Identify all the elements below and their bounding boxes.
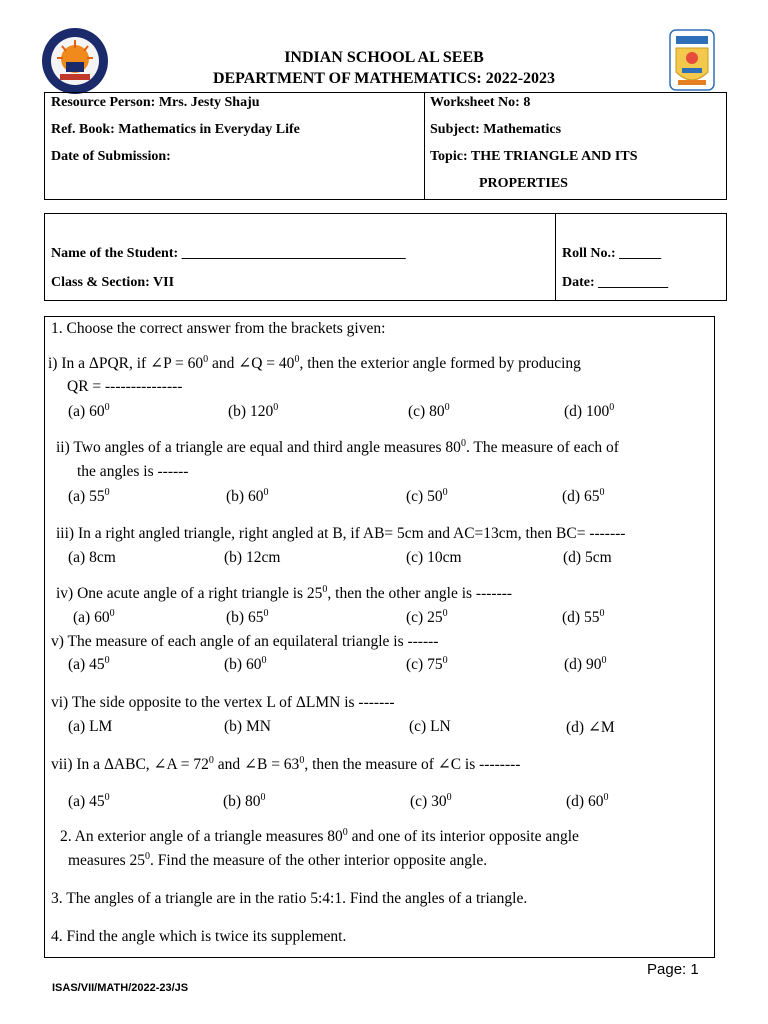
q1-v-text: v) The measure of each angle of an equilateral triangle is ------	[51, 633, 439, 650]
q1-iv-option-b[interactable]: (b) $65^0$	[226, 608, 269, 626]
q1-v-option-c[interactable]: (c) $75^0$	[406, 655, 448, 673]
q1-iii-option-a[interactable]: (a) 8cm	[68, 549, 116, 566]
q1-vii-option-c[interactable]: (c) $30^0$	[410, 792, 452, 810]
resource-person: Resource Person: Mrs. Jesty Shaju	[51, 95, 260, 110]
q1-iv-option-c[interactable]: (c) $25^0$	[406, 608, 448, 626]
topic-line2: PROPERTIES	[479, 176, 568, 191]
class-section: Class & Section: VII	[51, 275, 175, 290]
q1-iii-option-c[interactable]: (c) 10cm	[406, 549, 462, 566]
q1-v-option-d[interactable]: (d) $90^0$	[564, 655, 607, 673]
q1-ii-option-c[interactable]: (c) $50^0$	[406, 487, 448, 505]
q1-vii-option-b[interactable]: (b) $80^0$	[223, 792, 266, 810]
q1-vii-option-d[interactable]: (d) $60^0$	[566, 792, 609, 810]
q1-vi-option-d[interactable]: (d) ∠M	[566, 719, 615, 736]
q1-i-option-b[interactable]: (b) $120^0$	[228, 402, 279, 420]
student-divider	[555, 213, 556, 301]
date-label: Date: __________	[562, 275, 669, 290]
q1-iv-option-d[interactable]: (d) $55^0$	[562, 608, 605, 626]
q1-ii-text-line2: the angles is ------	[77, 463, 189, 480]
page-number: Page: 1	[647, 961, 699, 978]
info-divider	[424, 92, 425, 200]
subject: Subject: Mathematics	[430, 122, 562, 137]
date-field[interactable]: __________	[598, 275, 669, 290]
ref-book: Ref. Book: Mathematics in Everyday Life	[51, 122, 300, 137]
q1-i-option-a[interactable]: (a) $60^0$	[68, 402, 110, 420]
q1-i-option-d[interactable]: (d) $100^0$	[564, 402, 615, 420]
q4-text: 4. Find the angle which is twice its supplement.	[51, 928, 347, 945]
q1-vi-text: vi) The side opposite to the vertex L of ΔLMN is -------	[51, 694, 395, 711]
roll-no-label: Roll No.: ______	[562, 246, 662, 261]
q1-v-option-a[interactable]: (a) $45^0$	[68, 655, 110, 673]
date-of-submission: Date of Submission:	[51, 149, 171, 164]
roll-no-field[interactable]: ______	[619, 246, 662, 261]
q1-i-text-line2: QR = ---------------	[67, 378, 183, 395]
q1-iii-option-d[interactable]: (d) 5cm	[563, 549, 612, 566]
student-name-label: Name of the Student: ________________________________	[51, 246, 406, 261]
q1-iii-option-b[interactable]: (b) 12cm	[224, 549, 281, 566]
q1-iii-text: iii) In a right angled triangle, right angled at B, if AB= 5cm and AC=13cm, then BC= -------	[56, 525, 626, 542]
q1-vi-option-a[interactable]: (a) LM	[68, 718, 113, 735]
school-name: INDIAN SCHOOL AL SEEB	[284, 49, 484, 66]
q1-i-option-c[interactable]: (c) $80^0$	[408, 402, 450, 420]
q2-text: 2. An exterior angle of a triangle measures $80^0$ and one of its interior opposite angle	[60, 827, 579, 845]
q1-vi-option-c[interactable]: (c) LN	[409, 718, 451, 735]
q1-v-option-b[interactable]: (b) $60^0$	[224, 655, 267, 673]
q1-ii-text: ii) Two angles of a triangle are equal and third angle measures $80^0$. The measure of each of	[56, 438, 619, 456]
q1-vii-text: vii) In a ΔABC, ∠A = $72^0$ and ∠B = $63^0$, then the measure of ∠C is --------	[51, 755, 521, 773]
topic-line1: Topic: THE TRIANGLE AND ITS	[430, 149, 638, 164]
q1-iv-text: iv) One acute angle of a right triangle is $25^0$, then the other angle is -------	[56, 584, 513, 602]
worksheet-no: Worksheet No: 8	[430, 95, 531, 110]
q1-iv-option-a[interactable]: (a) $60^0$	[73, 608, 115, 626]
student-name-field[interactable]: ________________________________	[181, 246, 406, 261]
q1-ii-option-a[interactable]: (a) $55^0$	[68, 487, 110, 505]
q2-text-line2: measures $25^0$. Find the measure of the other interior opposite angle.	[68, 851, 488, 869]
q1-ii-option-d[interactable]: (d) $65^0$	[562, 487, 605, 505]
q1-ii-option-b[interactable]: (b) $60^0$	[226, 487, 269, 505]
department-title: DEPARTMENT OF MATHEMATICS: 2022-2023	[212, 70, 556, 87]
q1-i-text: i) In a ΔPQR, if ∠P = $60^0$ and ∠Q = $40^0$, then the exterior angle formed by producing	[48, 354, 581, 372]
footer-code: ISAS/VII/MATH/2022-23/JS	[52, 982, 189, 994]
q3-text: 3. The angles of a triangle are in the ratio 5:4:1. Find the angles of a triangle.	[51, 890, 528, 907]
q1-heading: 1. Choose the correct answer from the brackets given:	[51, 320, 386, 337]
q1-vi-option-b[interactable]: (b) MN	[224, 718, 271, 735]
q1-vii-option-a[interactable]: (a) $45^0$	[68, 792, 110, 810]
